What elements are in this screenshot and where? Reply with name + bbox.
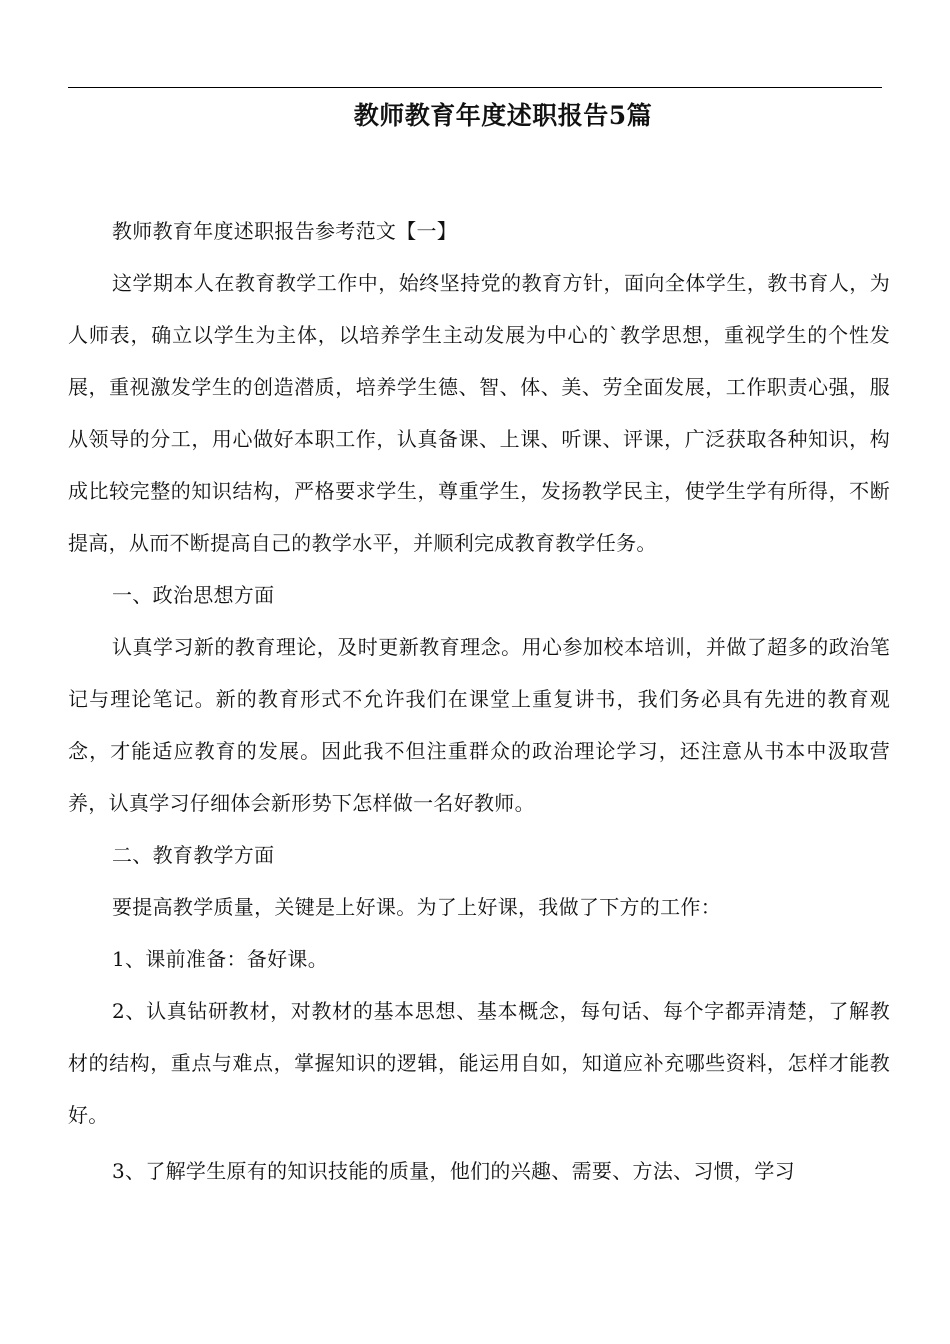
section-heading: 二、教育教学方面 [112,843,275,867]
header-rule [68,87,882,88]
list-item: 2、认真钻研教材，对教材的基本思想、基本概念，每句话、每个字都弄清楚，了解教材的结构，重点与难点，掌握知识的逻辑，能运用自如，知道应补充哪些资料，怎样才能教好。 [68,999,890,1127]
document-title: 教师教育年度述职报告5篇 [353,101,653,130]
document-body [68,205,890,1197]
body-paragraph: 要提高教学质量，关键是上好课。为了上好课，我做了下方的工作： [112,895,721,919]
list-item: 1、课前准备：备好课。 [112,947,329,971]
list-item: 3、了解学生原有的知识技能的质量，他们的兴趣、需要、方法、习惯，学习 [112,1159,795,1183]
body-paragraph: 这学期本人在教育教学工作中，始终坚持党的教育方针，面向全体学生，教书育人，为人师表，确立以学生为主体，以培养学生主动发展为中心的`教学思想，重视学生的个性发展，重视激发学生的创造潜质，培养学生德、智、体、美、劳全面发展，工作职责心强，服从领导的分工，用心做好本职工作，认真备课、上课、听课、评课，广泛获取各种知识，构成比较完整的知识结构，严格要求学生，尊重学生，发扬教学民主，使学生学有所得，不断提高，从而不断提高自己的教学水平，并顺利完成教育教学任务。 [68,271,890,555]
section-heading: 一、政治思想方面 [112,583,275,607]
section-heading: 教师教育年度述职报告参考范文【一】 [112,219,458,243]
body-paragraph: 认真学习新的教育理论，及时更新教育理念。用心参加校本培训，并做了超多的政治笔记与理论笔记。新的教育形式不允许我们在课堂上重复讲书，我们务必具有先进的教育观念，才能适应教育的发展。因此我不但注重群众的政治理论学习，还注意从书本中汲取营养，认真学习仔细体会新形势下怎样做一名好教师。 [68,635,890,815]
